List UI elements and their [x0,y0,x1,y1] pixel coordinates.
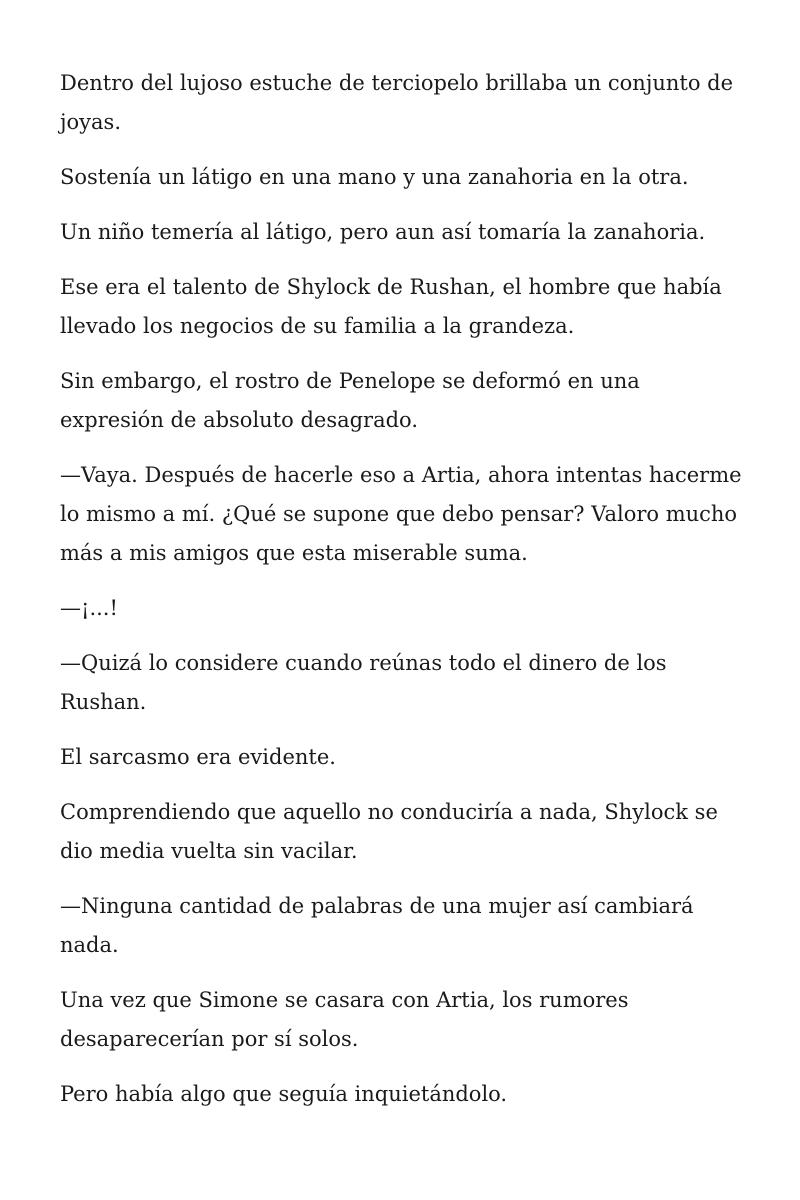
paragraph: Ese era el talento de Shylock de Rushan, el hombre que había llevado los negocios de su familia a la grandeza. [60,275,722,338]
paragraph: Una vez que Simone se casara con Artia, los rumores desaparecerían por sí solos. [60,988,629,1051]
paragraph: Un niño temería al látigo, pero aun así tomaría la zanahoria. [60,220,706,244]
paragraph: —Quizá lo considere cuando reúnas todo el dinero de los Rushan. [60,651,667,714]
reader-page [60,64,750,1130]
paragraph: Dentro del lujoso estuche de terciopelo brillaba un conjunto de joyas. [60,71,734,134]
paragraph: El sarcasmo era evidente. [60,745,336,769]
paragraph: —Ninguna cantidad de palabras de una mujer así cambiará nada. [60,894,694,957]
paragraph: Sostenía un látigo en una mano y una zanahoria en la otra. [60,165,689,189]
paragraph: Pero había algo que seguía inquietándolo. [60,1082,508,1106]
paragraph: Comprendiendo que aquello no conduciría a nada, Shylock se dio media vuelta sin vacilar. [60,800,718,863]
paragraph: —Vaya. Después de hacerle eso a Artia, ahora intentas hacerme lo mismo a mí. ¿Qué se supone que debo pensar? Valoro mucho más a mis amigos que esta miserable suma. [60,463,742,565]
paragraph: Sin embargo, el rostro de Penelope se deformó en una expresión de absoluto desagrado. [60,369,640,432]
paragraph: —¡...! [60,596,118,620]
